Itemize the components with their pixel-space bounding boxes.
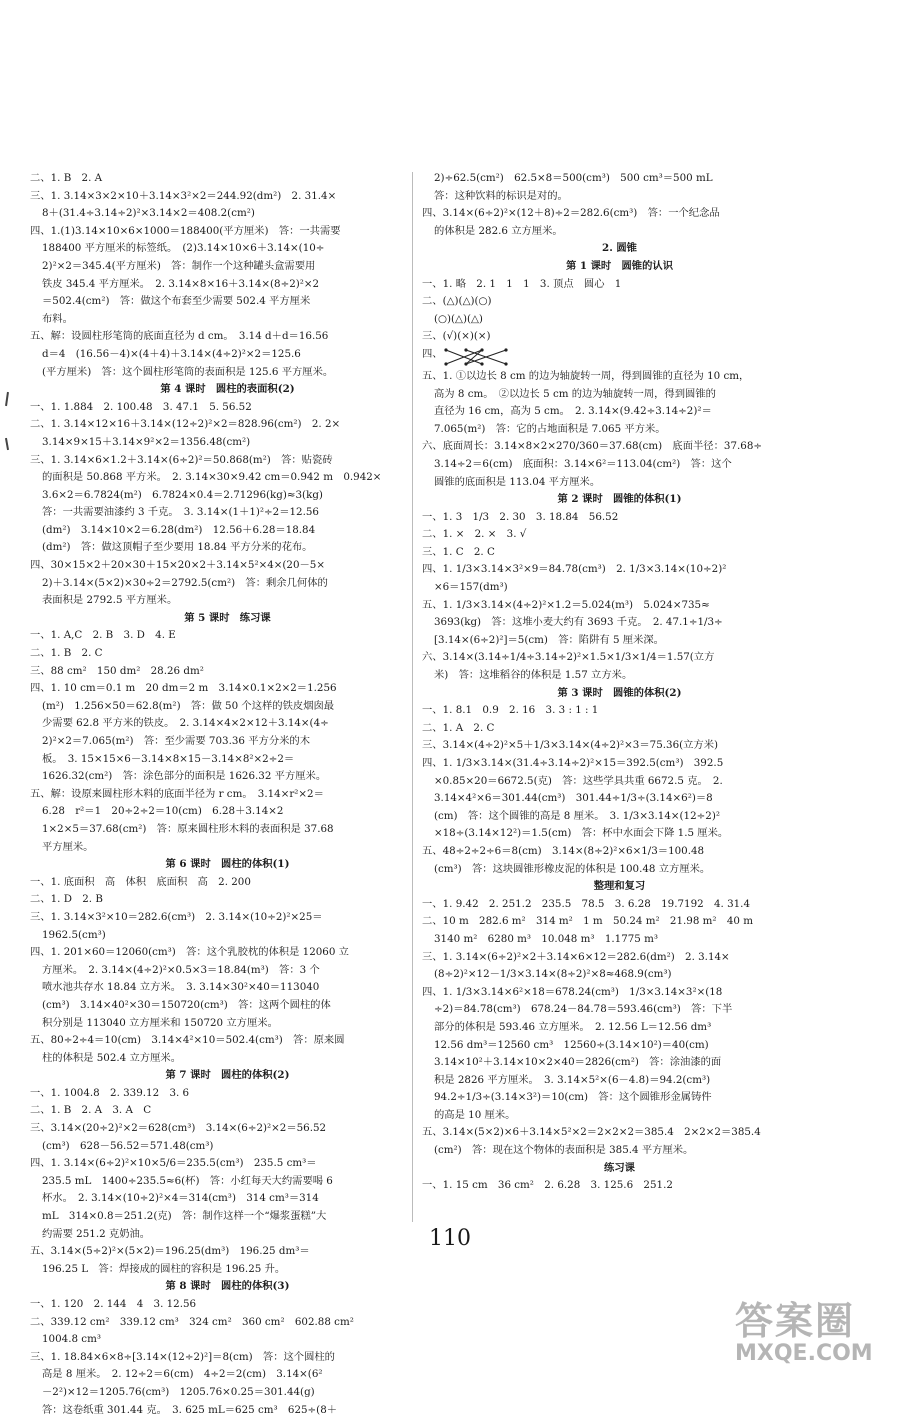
answer-line: 积是 2826 平方厘米。 3. 3.14×5²×(6－4.8)＝94.2(cm³): [434, 1073, 711, 1086]
answer-line: 少需要 62.8 平方米的铁皮。 2. 3.14×4×2×12＋3.14×(4÷: [42, 717, 329, 730]
answer-line: 二、(△)(△)(○): [422, 295, 492, 308]
answer-line: 五、解：设圆柱形笔筒的底面直径为 d cm。 3.14 d＋d＝16.56: [30, 330, 329, 343]
answer-line: 三、1. 3.14×(6÷2)²×2＋3.14×6×12＝282.6(dm²) 2. 3.14×: [422, 950, 730, 963]
section-heading: 第 1 课时 圆锥的认识: [565, 259, 673, 272]
answer-line: 米) 答：这堆稻谷的体积是 1.57 立方米。: [434, 669, 633, 682]
answer-line: 直径为 16 cm，高为 5 cm。 2. 3.14×(9.42÷3.14÷2)²＝: [434, 405, 712, 418]
section-heading: 第 3 课时 圆锥的体积(2): [557, 686, 682, 699]
answer-line: 四、: [422, 346, 817, 368]
answer-line: 2)²×2＝345.4(平方厘米) 答：制作一个这种罐头盒需要用: [42, 259, 316, 272]
answer-line: 的高是 10 厘米。: [434, 1108, 516, 1121]
answer-line: ÷2)＝84.78(cm³) 678.24－84.78＝593.46(cm³) 答：下半: [434, 1003, 733, 1016]
answer-line: 3.6×2＝6.7824(m²) 6.7824×0.4＝2.71296(kg)≈3(kg): [42, 488, 323, 501]
answer-line: 一、1. 9.42 2. 251.2 235.5 78.5 3. 6.28 19.7192 4. 31.4: [422, 897, 751, 910]
matching-lines-diagram: [442, 348, 512, 366]
answer-line: 12.56 dm³＝12560 cm³ 12560÷(3.14×10²)＝40(cm): [434, 1038, 709, 1051]
watermark-logo: [735, 1290, 885, 1366]
answer-line: 一、1. 1004.8 2. 339.12 3. 6: [30, 1086, 190, 1099]
section-heading: 练习课: [604, 1161, 635, 1174]
answer-line: (cm³) 答：这块圆锥形橡皮泥的体积是 100.48 立方厘米。: [434, 862, 711, 875]
answer-line: 二、1. A 2. C: [422, 721, 495, 734]
answer-line: 五、解：设原来圆柱形木料的底面半径为 r cm。 3.14×r²×2＝: [30, 787, 324, 800]
answer-line: 二、1. B 2. A 3. A C: [30, 1104, 152, 1117]
section-heading: 第 5 课时 练习课: [184, 611, 271, 624]
answer-line: (cm²) 答：现在这个物体的表面积是 385.4 平方厘米。: [434, 1144, 694, 1157]
answer-line: 约需要 251.2 克奶油。: [42, 1227, 151, 1240]
answer-line: 二、10 m 282.6 m² 314 m² 1 m 50.24 m² 21.98 m² 40 m: [422, 915, 753, 928]
answer-line: 杯水。 2. 3.14×(10÷2)²×4＝314(cm³) 314 cm³＝314: [42, 1192, 319, 1205]
column-divider: [412, 172, 413, 1222]
answer-line: －2²)×12＝1205.76(cm³) 1205.76×0.25＝301.44(g): [42, 1385, 315, 1398]
answer-line: 答：这卷纸重 301.44 克。 3. 625 mL＝625 cm³ 625÷(8＋: [42, 1403, 338, 1416]
section-heading: 第 4 课时 圆柱的表面积(2): [160, 383, 295, 396]
answer-line: 196.25 L 答：焊接成的圆柱的容积是 196.25 升。: [42, 1262, 286, 1275]
answer-line: 3.14×10²＋3.14×10×2×40＝2826(cm²) 答：涂油漆的面: [434, 1056, 722, 1069]
answer-line: 五、1. ①以边长 8 cm 的边为轴旋转一周，得到圆锥的直径为 10 cm，: [422, 369, 750, 382]
answer-line: 部分的体积是 593.46 立方厘米。 2. 12.56 L＝12.56 dm³: [434, 1020, 712, 1033]
section-heading: 第 2 课时 圆锥的体积(1): [557, 493, 682, 506]
answer-line: (dm²) 3.14×10×2＝6.28(dm²) 12.56＋6.28＝18.84: [42, 523, 316, 536]
answer-line: 板。 3. 15×15×6－3.14×8×15－3.14×8²×2÷2＝: [42, 752, 295, 765]
answer-line: 3.14÷2＝6(cm) 底面积：3.14×6²＝113.04(cm²) 答：这个: [434, 457, 732, 470]
answer-line: 3.14×9×15＋3.14×9²×2＝1356.48(cm²): [42, 435, 251, 448]
answer-line: (cm³) 3.14×40²×30＝150720(cm³) 答：这两个圆柱的体: [42, 998, 331, 1011]
answer-line: 答：一共需要油漆约 3 千克。 3. 3.14×(1＋1)²÷2＝12.56: [42, 506, 319, 519]
answer-line: 平方厘米。: [42, 840, 94, 853]
answer-line: 3693(kg) 答：这堆小麦大约有 3693 千克。 2. 47.1÷1/3÷: [434, 616, 723, 629]
answer-line: (8÷2)²×12－1/3×3.14×(8÷2)²×8≈468.9(cm³): [434, 968, 672, 981]
answer-line: 二、1. D 2. B: [30, 893, 103, 906]
answer-line: 五、1. 1/3×3.14×(4÷2)²×1.2＝5.024(m³) 5.024×735≈: [422, 598, 710, 611]
section-heading: 第 8 课时 圆柱的体积(3): [165, 1280, 290, 1293]
answer-line: ＝502.4(cm²) 答：做这个布套至少需要 502.4 平方厘米: [42, 295, 311, 308]
watermark-line1: 答案圈: [735, 1299, 856, 1343]
answer-line: 一、1. 3 1/3 2. 30 3. 18.84 56.52: [422, 510, 619, 523]
answer-line: 1004.8 cm³: [42, 1333, 101, 1346]
answer-line: 铁皮 345.4 平方厘米。 2. 3.14×8×16＋3.14×(8÷2)²×2: [42, 277, 320, 290]
answer-line: 五、3.14×(5×2)×6＋3.14×5²×2＝2×2×2＝385.4 2×2×2＝385.4: [422, 1126, 761, 1139]
answer-line: 四、30×15×2＋20×30＋15×20×2＋3.14×5²×4×(20－5×: [30, 559, 325, 572]
answer-line: (○)(△)(△): [434, 312, 483, 325]
answer-line: 1962.5(cm³): [42, 928, 106, 941]
answer-line: 94.2÷1/3÷(3.14×3²)＝10(cm) 答：这个圆锥形金属铸件: [434, 1091, 712, 1104]
answer-line: 的面积是 50.868 平方米。 2. 3.14×30×9.42 cm＝0.942 m 0.942×: [42, 471, 382, 484]
answer-line: 三、1. 3.14×6×1.2＋3.14×(6÷2)²＝50.868(m²) 答：贴瓷砖: [30, 453, 333, 466]
answer-line: 一、1. 1.884 2. 100.48 3. 47.1 5. 56.52: [30, 400, 252, 413]
answer-line: (dm²) 答：做这顶帽子至少要用 18.84 平方分米的花布。: [42, 541, 313, 554]
answer-line: 三、1. 3.14×3²×10＝282.6(cm³) 2. 3.14×(10÷2)²×25＝: [30, 910, 323, 923]
answer-line: ×0.85×20＝6672.5(克) 答：这些学具共重 6672.5 克。 2.: [434, 774, 723, 787]
answer-line: 2)＋3.14×(5×2)×30÷2＝2792.5(cm²) 答：剩余几何体的: [42, 576, 328, 589]
answer-line: 1626.32(cm²) 答：涂色部分的面积是 1626.32 平方厘米。: [42, 770, 327, 783]
answer-line: d＝4 (16.56－4)×(4＋4)＋3.14×(4÷2)²×2＝125.6: [42, 347, 301, 360]
answer-line: 四、1. 1/3×3.14×3²×9＝84.78(cm³) 2. 1/3×3.14×(10÷2)²: [422, 563, 727, 576]
answer-line: 答：这种饮料的标识是对的。: [434, 189, 568, 202]
answer-line: (平方厘米) 答：这个圆柱形笔筒的表面积是 125.6 平方厘米。: [42, 365, 334, 378]
answer-line: 高为 8 cm。 ②以边长 5 cm 的边为轴旋转一周，得到圆锥的: [434, 387, 716, 400]
right-column: [422, 170, 817, 1195]
answer-line: 四、3.14×(6÷2)²×(12＋8)÷2＝282.6(cm³) 答：一个纪念品: [422, 207, 720, 220]
answer-line: mL 314×0.8＝251.2(克) 答：制作这样一个“爆浆蛋糕”大: [42, 1210, 327, 1223]
answer-line: 一、1. 8.1 0.9 2. 16 3. 3 : 1 : 1: [422, 704, 599, 717]
answer-line: 四、1. 3.14×(6÷2)²×10×5/6＝235.5(cm³) 235.5 cm³＝: [30, 1157, 317, 1170]
answer-line: 二、1. × 2. × 3. √: [422, 528, 527, 541]
answer-line: 一、1. A,C 2. B 3. D 4. E: [30, 629, 176, 642]
section-heading: 第 6 课时 圆柱的体积(1): [165, 858, 290, 871]
section-heading: 2. 圆锥: [602, 242, 637, 255]
answer-line: 二、339.12 cm² 339.12 cm³ 324 cm² 360 cm² 602.88 cm²: [30, 1315, 354, 1328]
answer-line: ×18÷(3.14×12²)＝1.5(cm) 答：杯中水面会下降 1.5 厘米。: [434, 827, 729, 840]
answer-line: 3140 m² 6280 m³ 10.048 m³ 1.1775 m³: [434, 932, 659, 945]
answer-line: 五、80÷2÷4＝10(cm) 3.14×4²×10＝502.4(cm³) 答：原来圆: [30, 1034, 345, 1047]
page-number: 110: [429, 1226, 471, 1251]
answer-line: 二、1. B 2. C: [30, 647, 103, 660]
section-heading: 第 7 课时 圆柱的体积(2): [165, 1069, 290, 1082]
answer-line: 2)÷62.5(cm²) 62.5×8＝500(cm³) 500 cm³＝500 mL: [434, 172, 713, 184]
answer-line: 三、1. C 2. C: [422, 545, 495, 558]
answer-line: 一、1. 略 2. 1 1 1 3. 顶点 圆心 1: [422, 277, 622, 290]
answer-line: (m²) 1.256×50＝62.8(m²) 答：做 50 个这样的铁皮烟囱最: [42, 699, 335, 712]
margin-mark: [5, 438, 9, 450]
answer-line: 高是 8 厘米。 2. 12÷2＝6(cm) 4÷2＝2(cm) 3.14×(6²: [42, 1368, 323, 1381]
answer-line: 六、3.14×(3.14÷1/4÷3.14÷2)²×1.5×1/3×1/4＝1.57(立方: [422, 651, 715, 664]
answer-line: (cm³) 628－56.52＝571.48(cm³): [42, 1139, 214, 1152]
answer-line: 一、1. 120 2. 144 4 3. 12.56: [30, 1298, 197, 1310]
answer-line: [3.14×(6÷2)²]＝5(cm) 答：陷阱有 5 厘米深。: [434, 633, 664, 646]
answer-line: 二、1. B 2. A: [30, 172, 103, 184]
answer-line: 的体积是 282.6 立方厘米。: [434, 224, 563, 237]
answer-line: 三、1. 18.84×6×8÷[3.14×(12÷2)²]＝8(cm) 答：这个圆柱的: [30, 1350, 335, 1363]
margin-mark: [5, 392, 9, 406]
answer-line: 五、3.14×(5÷2)²×(5×2)＝196.25(dm³) 196.25 dm³＝: [30, 1245, 310, 1258]
answer-line: 8＋(31.4÷3.14÷2)²×3.14×2＝408.2(cm²): [42, 207, 255, 220]
section-heading: 整理和复习: [593, 880, 646, 893]
answer-line: 一、1. 底面积 高 体积 底面积 高 2. 200: [30, 875, 251, 888]
answer-line: 六、底面周长：3.14×8×2×270/360＝37.68(cm) 底面半径：37.68÷: [422, 440, 762, 453]
answer-line: 方厘米。 2. 3.14×(4÷2)²×0.5×3＝18.84(m³) 答：3 个: [42, 963, 320, 976]
answer-line: 2)²×2＝7.065(m²) 答：至少需要 703.36 平方分米的木: [42, 735, 311, 747]
answer-line: 四、1. 1/3×3.14×(31.4÷3.14÷2)²×15＝392.5(cm³) 392.5: [422, 757, 724, 769]
answer-line: 235.5 mL 1400÷235.5≈6(杯) 答：小红每天大约需要喝 6: [42, 1174, 333, 1187]
answer-line: 喷水池共存水 18.84 立方米。 3. 3.14×30²×40＝113040: [42, 981, 320, 994]
answer-line: 四、1.(1)3.14×10×6×1000＝188400(平方厘米) 答：一共需要: [30, 224, 341, 237]
answer-line: 柱的体积是 502.4 立方厘米。: [42, 1051, 181, 1064]
answer-line: 三、88 cm² 150 dm² 28.26 dm²: [30, 664, 204, 677]
answer-line: 三、1. 3.14×3×2×10＋3.14×3²×2＝244.92(dm²) 2. 31.4×: [30, 189, 337, 202]
answer-line: 188400 平方厘米的标签纸。 (2)3.14×10×6＋3.14×(10÷: [42, 242, 325, 255]
answer-line: 6.28 r²＝1 20÷2÷2＝10(cm) 6.28＋3.14×2: [42, 805, 284, 818]
answer-line: 二、1. 3.14×12×16＋3.14×(12÷2)²×2＝828.96(cm²) 2. 2×: [30, 418, 341, 431]
answer-line: 积分别是 113040 立方厘米和 150720 立方厘米。: [42, 1016, 278, 1029]
answer-line: 布料。: [42, 312, 73, 325]
answer-line: 7.065(m²) 答：它的占地面积是 7.065 平方米。: [434, 422, 666, 435]
answer-line: 一、1. 15 cm 36 cm² 2. 6.28 3. 125.6 251.2: [422, 1179, 673, 1192]
answer-line: 圆锥的底面积是 113.04 平方厘米。: [434, 475, 601, 488]
answer-line: (cm) 答：这个圆锥的高是 8 厘米。 3. 1/3×3.14×(12÷2)²: [434, 809, 720, 822]
watermark-line2: MXQE.COM: [735, 1341, 873, 1366]
answer-line: 四、1. 1/3×3.14×6²×18＝678.24(cm³) 1/3×3.14×3²×(18: [422, 985, 723, 998]
answer-line: 1×2×5＝37.68(cm²) 答：原来圆柱形木料的表面积是 37.68: [42, 822, 334, 835]
answer-line: ×6＝157(dm³): [434, 581, 508, 594]
answer-line: 3.14×4²×6＝301.44(cm³) 301.44÷1/3÷(3.14×6²)＝8: [434, 792, 713, 805]
answer-line: 三、(√)(×)(×): [422, 330, 491, 343]
answer-line: 四、1. 10 cm＝0.1 m 20 dm＝2 m 3.14×0.1×2×2＝1.256: [30, 682, 337, 695]
answer-line: 三、3.14×(4÷2)²×5＋1/3×3.14×(4÷2)²×3＝75.36(立方米): [422, 739, 719, 752]
answer-line: 表面积是 2792.5 平方厘米。: [42, 594, 178, 607]
answer-line: 三、3.14×(20÷2)²×2＝628(cm³) 3.14×(6÷2)²×2＝56.52: [30, 1122, 327, 1135]
answer-line: 四、1. 201×60＝12060(cm³) 答：这个乳胶枕的体积是 12060 立: [30, 946, 349, 959]
answer-line: 五、48÷2÷2÷6＝8(cm) 3.14×(8÷2)²×6×1/3＝100.48: [422, 844, 705, 857]
